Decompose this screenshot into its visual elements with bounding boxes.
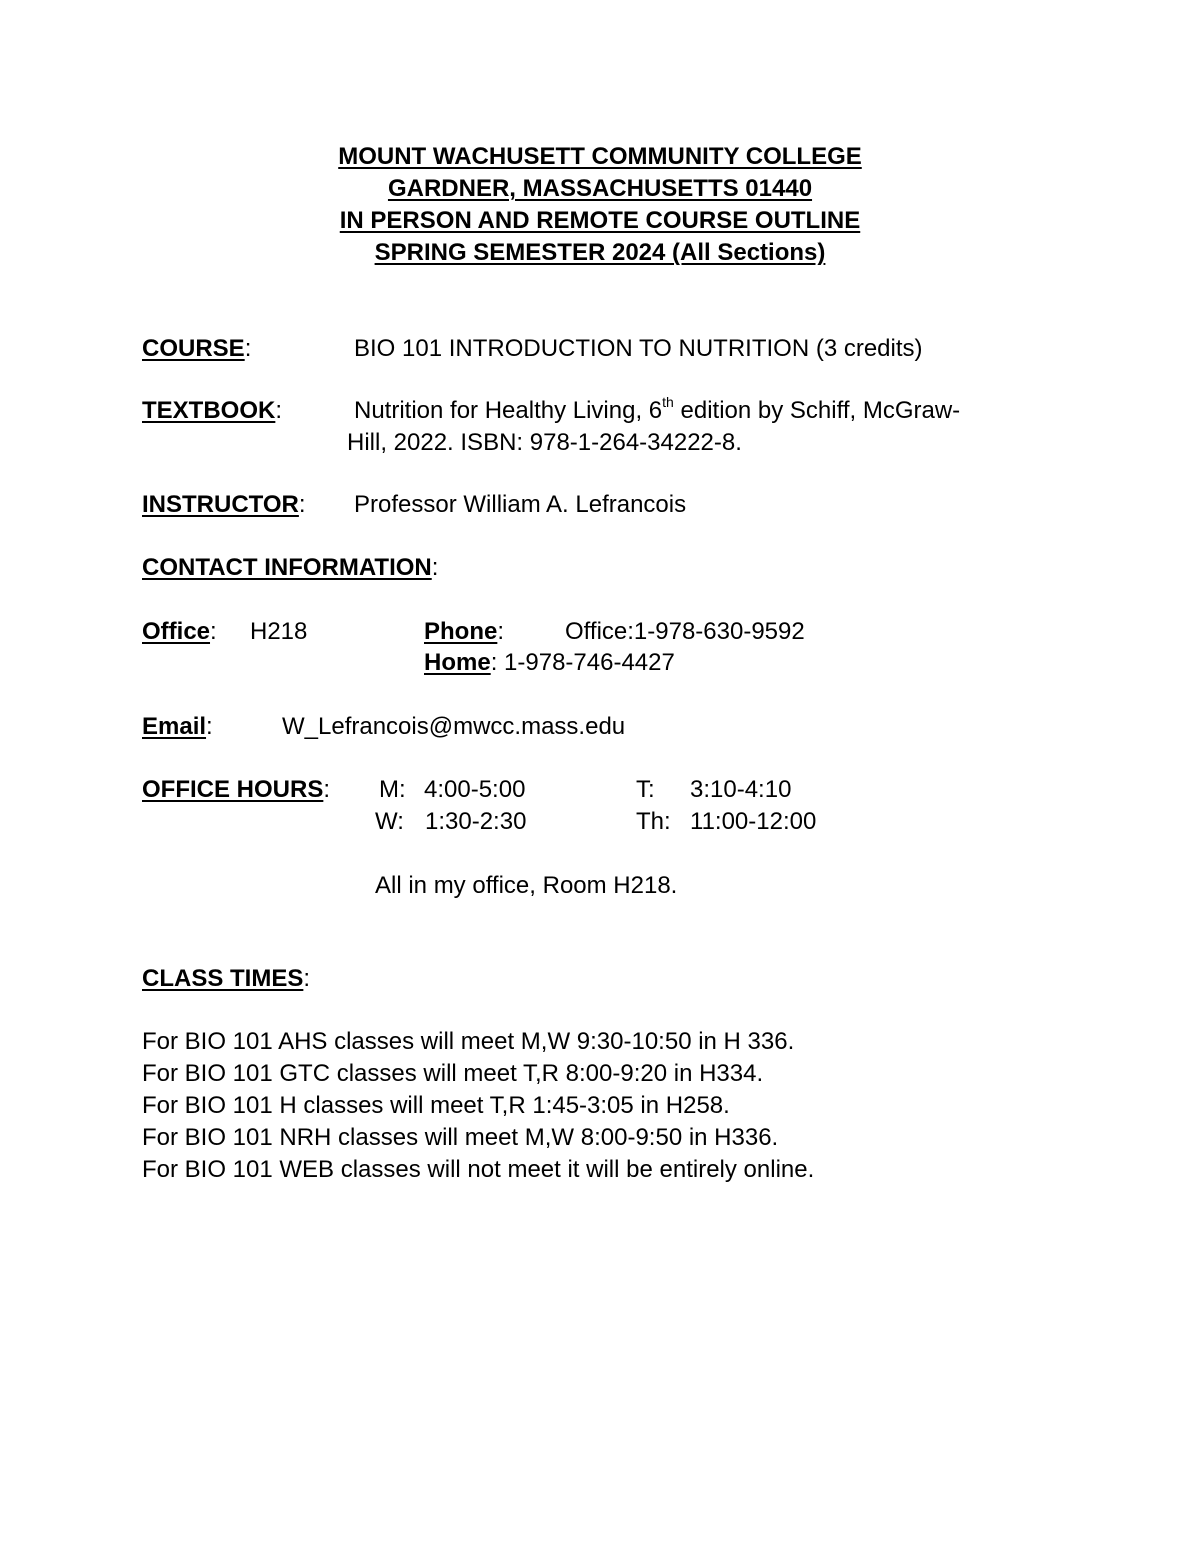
phone-label-group <box>424 620 504 644</box>
phone-home-colon: : <box>490 649 498 676</box>
class-times-label: CLASS TIMES <box>142 965 304 992</box>
phone-colon: : <box>497 618 505 645</box>
phone-label: Phone <box>424 618 498 645</box>
email-value: W_Lefrancois@mwcc.mass.edu <box>282 713 626 740</box>
textbook-author: edition by Schiff, McGraw- <box>673 397 961 424</box>
office-hours-day: T: <box>636 776 655 803</box>
office-hours-note: All in my office, Room H218. <box>375 872 678 899</box>
class-time-line: For BIO 101 H classes will meet T,R 1:45-3:05 in H258. <box>142 1092 730 1119</box>
college-location: GARDNER, MASSACHUSETTS 01440 <box>387 175 813 202</box>
office-hours-time: 1:30-2:30 <box>425 808 527 835</box>
phone-home-label: Home <box>424 649 491 676</box>
contact-colon: : <box>431 554 439 581</box>
email-colon: : <box>206 713 213 740</box>
semester: SPRING SEMESTER 2024 (All Sections) <box>374 239 826 266</box>
office-hours-time: 4:00-5:00 <box>424 776 526 803</box>
textbook-title: Nutrition for Healthy Living, 6 <box>354 397 663 424</box>
email-label-group <box>142 715 213 739</box>
class-times-colon: : <box>303 965 311 992</box>
college-name: MOUNT WACHUSETT COMMUNITY COLLEGE <box>338 143 862 170</box>
course-label: COURSE <box>142 335 245 362</box>
phone-home-group <box>424 651 675 675</box>
textbook-edition-sup: th <box>662 394 674 410</box>
office-colon: : <box>210 618 217 645</box>
instructor-label: INSTRUCTOR <box>142 491 299 518</box>
phone-office-value: Office:1-978-630-9592 <box>565 618 805 645</box>
office-hours-day: W: <box>375 808 404 835</box>
course-label-group <box>142 337 251 361</box>
office-label-group <box>142 620 217 644</box>
office-hours-label: OFFICE HOURS <box>142 776 324 803</box>
contact-label: CONTACT INFORMATION <box>142 554 432 581</box>
contact-label-group <box>142 556 438 580</box>
textbook-value-line2: Hill, 2022. ISBN: 978-1-264-34222-8. <box>347 429 742 456</box>
class-time-line: For BIO 101 GTC classes will meet T,R 8:00-9:20 in H334. <box>142 1060 764 1087</box>
instructor-label-group <box>142 493 306 517</box>
office-hours-time: 3:10-4:10 <box>690 776 792 803</box>
instructor-colon: : <box>298 491 306 518</box>
class-time-line: For BIO 101 NRH classes will meet M,W 8:00-9:50 in H336. <box>142 1124 779 1151</box>
textbook-colon: : <box>275 397 283 424</box>
course-colon: : <box>244 335 252 362</box>
outline-type: IN PERSON AND REMOTE COURSE OUTLINE <box>339 207 861 234</box>
office-hours-label-group <box>142 778 330 802</box>
class-time-line: For BIO 101 WEB classes will not meet it will be entirely online. <box>142 1156 815 1183</box>
textbook-value-line1 <box>354 394 961 424</box>
phone-home-value: 1-978-746-4427 <box>504 649 675 676</box>
office-label: Office <box>142 618 211 645</box>
office-hours-day: M: <box>379 776 406 803</box>
class-time-line: For BIO 101 AHS classes will meet M,W 9:30-10:50 in H 336. <box>142 1028 795 1055</box>
office-hours-time: 11:00-12:00 <box>690 808 817 835</box>
class-times-label-group <box>142 967 310 991</box>
office-hours-day: Th: <box>636 808 671 835</box>
instructor-value: Professor William A. Lefrancois <box>354 491 687 518</box>
email-label: Email <box>142 713 207 740</box>
office-hours-colon: : <box>323 776 331 803</box>
office-value: H218 <box>250 618 308 645</box>
textbook-label-group <box>142 399 282 423</box>
textbook-label: TEXTBOOK <box>142 397 276 424</box>
course-value: BIO 101 INTRODUCTION TO NUTRITION (3 credits) <box>354 335 923 362</box>
